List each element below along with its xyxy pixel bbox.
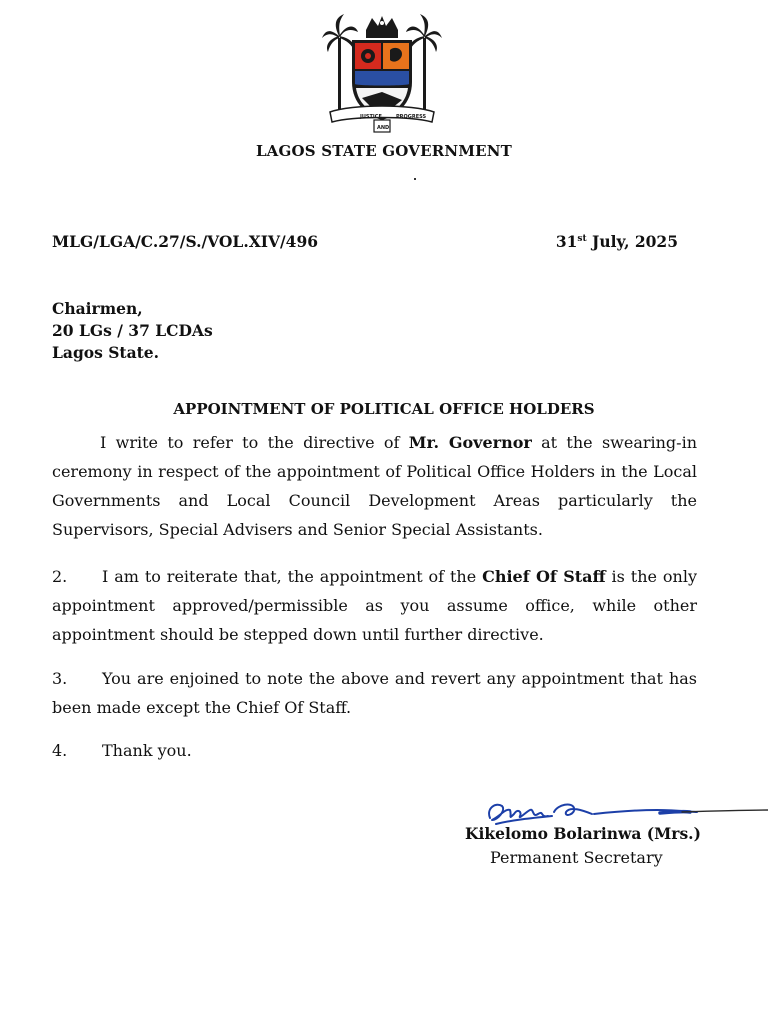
- paragraph-text: at the swearing-in ceremony in respect of the appointment of Political Office Holders in the Local Governments and Local Council Development Areas particularly the Supervisors, Special Advisers and Senior Special Assistants.: [52, 433, 697, 539]
- paragraph-1: [52, 428, 697, 544]
- date-rest: July, 2025: [586, 232, 678, 251]
- signer-name: Kikelomo Bolarinwa (Mrs.): [465, 824, 701, 843]
- svg-text:PROGRESS: PROGRESS: [396, 114, 427, 120]
- paragraph-text: is the only appointment approved/permissible as you assume office, while other appointment should be stepped down until further directive.: [52, 567, 697, 644]
- addressee-line: 20 LGs / 37 LCDAs: [52, 321, 213, 340]
- addressee-line: Lagos State.: [52, 343, 160, 362]
- paragraph-text: I write to refer to the directive of: [100, 433, 409, 452]
- paragraph-text: I am to reiterate that, the appointment of the: [102, 567, 483, 586]
- letter-date: [556, 232, 678, 251]
- paragraph-number: 3.: [52, 669, 68, 688]
- reference-number: MLG/LGA/C.27/S./VOL.XIV/496: [52, 232, 319, 251]
- paragraph-2: [52, 562, 697, 649]
- paragraph-number: 2.: [52, 567, 68, 586]
- lagos-crest-logo: [322, 12, 442, 138]
- emphasis-text: Chief Of Staff: [482, 567, 606, 586]
- government-title: LAGOS STATE GOVERNMENT: [255, 142, 513, 160]
- emphasis-text: Mr. Governor: [408, 433, 532, 452]
- paragraph-text: You are enjoined to note the above and revert any appointment that has been made except the Chief Of Staff.: [52, 669, 697, 717]
- signer-title: Permanent Secretary: [490, 848, 663, 867]
- letter-subject: APPOINTMENT OF POLITICAL OFFICE HOLDERS: [173, 400, 595, 418]
- addressee-line: Chairmen,: [52, 299, 143, 318]
- date-suffix: st: [577, 234, 587, 244]
- paragraph-number: 4.: [52, 741, 68, 760]
- paragraph-3: [52, 664, 697, 722]
- paragraph-text: Thank you.: [102, 741, 192, 760]
- svg-text:AND: AND: [377, 125, 390, 131]
- date-day: 31: [555, 232, 578, 251]
- paragraph-4: [52, 736, 697, 765]
- stray-mark: [414, 178, 416, 180]
- svg-text:JUSTICE: JUSTICE: [360, 114, 382, 120]
- addressee-block: [52, 298, 213, 364]
